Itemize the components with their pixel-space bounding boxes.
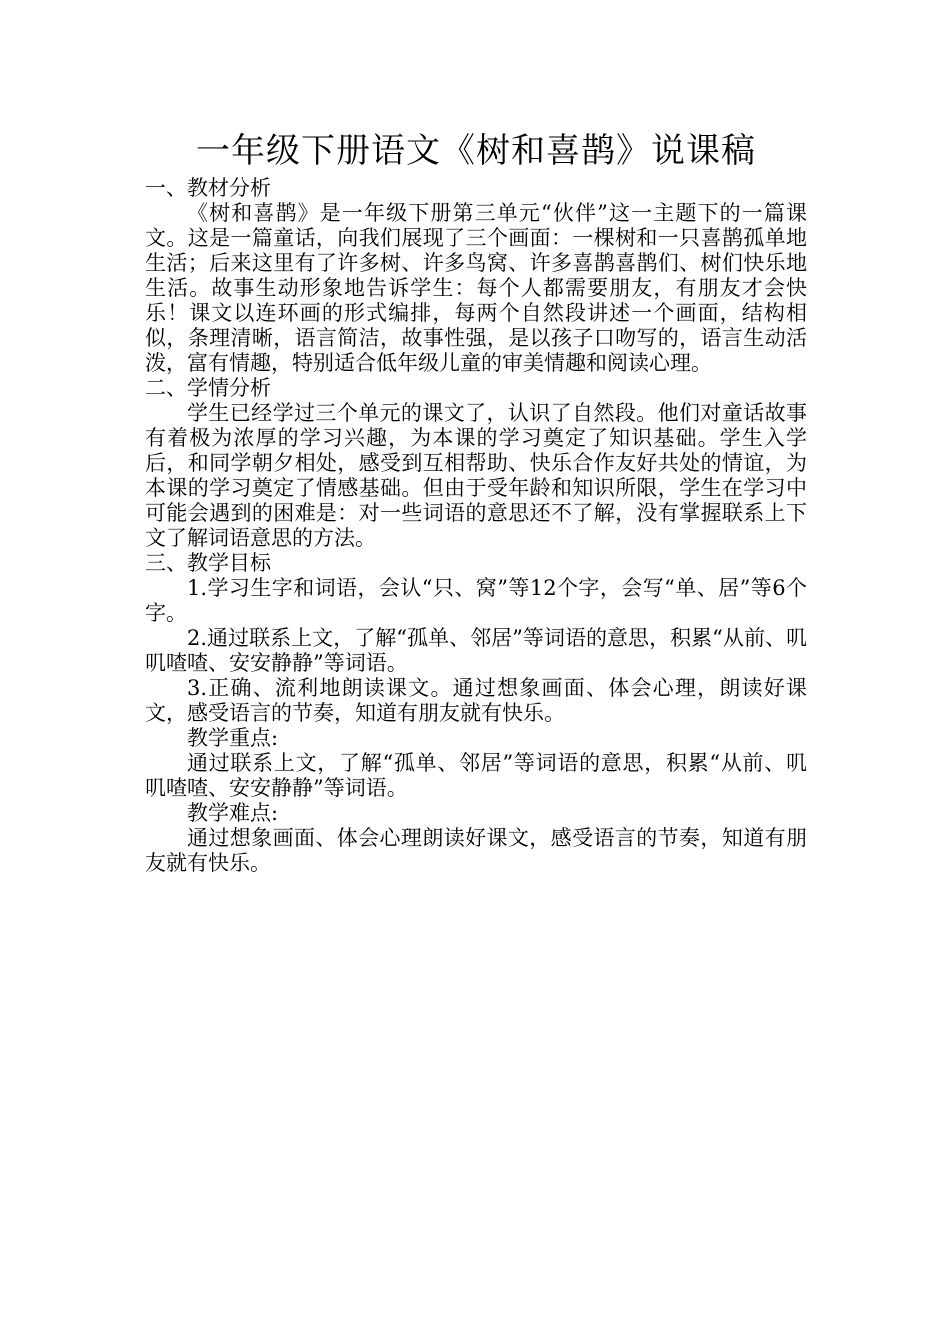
difficulty-label: 教学难点:	[187, 801, 279, 825]
section-heading: 二、学情分析	[145, 376, 271, 400]
section-heading: 一、教材分析	[145, 176, 271, 200]
goal-item: 1.学习生字和词语，会认“只、窝”等12个字，会写“单、居”等6个字。	[145, 576, 807, 625]
document-title: 一年级下册语文《树和喜鹊》说课稿	[196, 131, 756, 171]
section-student-analysis	[145, 376, 807, 551]
goal-item: 3.正确、流利地朗读课文。通过想象画面、体会心理，朗读好课文，感受语言的节奏，知道有朋友就有快乐。	[145, 676, 807, 725]
key-point-text: 通过联系上文，了解“孤单、邻居”等词语的意思，积累“从前、叽叽喳喳、安安静静”等词语。	[145, 751, 807, 800]
document-page	[145, 128, 807, 876]
section-teaching-goals	[145, 551, 807, 876]
difficulty-text: 通过想象画面、体会心理朗读好课文，感受语言的节奏，知道有朋友就有快乐。	[145, 826, 807, 875]
section-heading: 三、教学目标	[145, 551, 271, 575]
section-textbook-analysis	[145, 176, 807, 376]
section-paragraph: 《树和喜鹊》是一年级下册第三单元“伙伴”这一主题下的一篇课文。这是一篇童话，向我们展现了三个画面：一棵树和一只喜鹊孤单地生活；后来这里有了许多树、许多鸟窝、许多喜鹊喜鹊们、树们快乐地生活。故事生动形象地告诉学生：每个人都需要朋友，有朋友才会快乐！课文以连环画的形式编排，每两个自然段讲述一个画面，结构相似，条理清晰，语言简洁，故事性强，是以孩子口吻写的，语言生动活泼，富有情趣，特别适合低年级儿童的审美情趣和阅读心理。	[145, 201, 807, 375]
section-paragraph: 学生已经学过三个单元的课文了，认识了自然段。他们对童话故事有着极为浓厚的学习兴趣，为本课的学习奠定了知识基础。学生入学后，和同学朝夕相处，感受到互相帮助、快乐合作友好共处的情谊，为本课的学习奠定了情感基础。但由于受年龄和知识所限，学生在学习中可能会遇到的困难是：对一些词语的意思还不了解，没有掌握联系上下文了解词语意思的方法。	[145, 401, 807, 550]
key-point-label: 教学重点:	[187, 726, 279, 750]
goal-item: 2.通过联系上文，了解“孤单、邻居”等词语的意思，积累“从前、叽叽喳喳、安安静静”等词语。	[145, 626, 807, 675]
